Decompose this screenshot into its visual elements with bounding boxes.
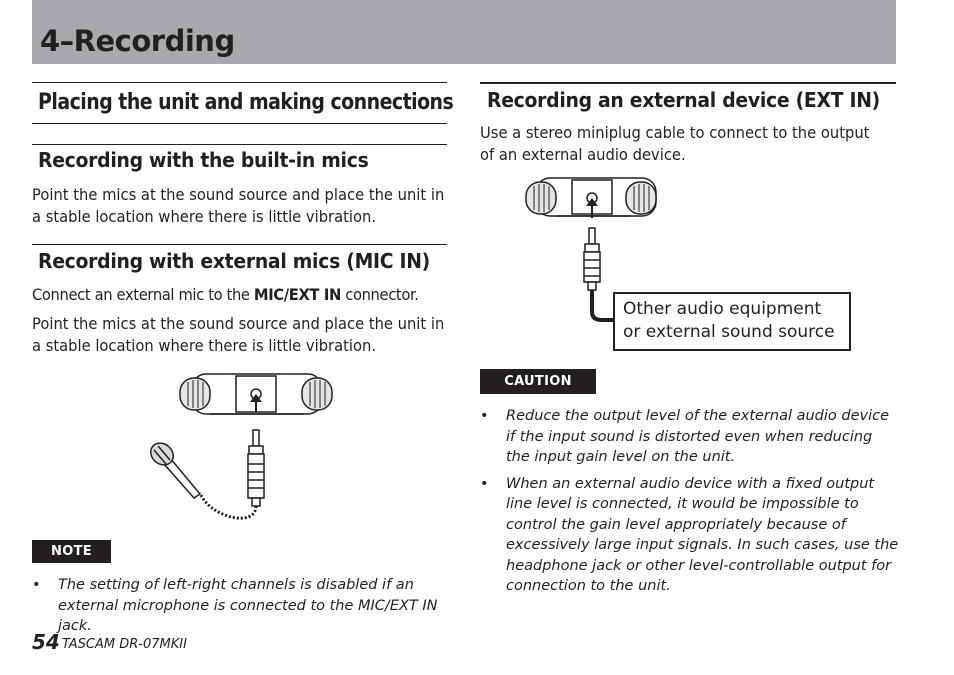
note-label: NOTE xyxy=(32,540,111,563)
ext-heading-suffix: (EXT IN) xyxy=(795,88,880,112)
caution-text: When an external audio device with a fixed output line level is connected, it would be impossible to control the gain level appropriately because of excessively large input signals. In such cases, use the headphone jack or other level-controllable output for connection to the unit. xyxy=(506,475,899,594)
caution-list xyxy=(480,406,900,603)
model-name: TASCAM DR-07MKII xyxy=(62,637,187,652)
external-heading xyxy=(38,249,430,273)
note-text: The setting of left-right channels is disabled if an external microphone is connected to the MIC/EXT IN jack. xyxy=(58,577,438,634)
microphone xyxy=(146,439,200,498)
caution-text: Reduce the output level of the external audio device if the input sound is distorted even when reducing the input gain level on the unit. xyxy=(506,408,890,465)
bullet-dot: • xyxy=(32,577,41,593)
bullet-dot: • xyxy=(480,475,489,492)
recorder-with-mic-illustration xyxy=(140,368,340,528)
right-rule xyxy=(480,82,896,84)
ext-device-text: Use a stereo miniplug cable to connect to the output of an external audio device. xyxy=(480,123,870,164)
external-connect-text xyxy=(32,284,474,306)
connect-bold: MIC/EXT IN xyxy=(253,285,341,304)
ext-device-heading xyxy=(487,88,880,112)
external-text: Point the mics at the sound source and place the unit in a stable location where there is little vibration. xyxy=(32,314,445,355)
external-source-callout: Other audio equipment or external sound source xyxy=(613,292,851,351)
note-list xyxy=(32,575,450,643)
ext-heading-text: Recording an external device xyxy=(487,88,790,112)
page-number: 54 xyxy=(32,630,60,654)
builtin-rule xyxy=(32,144,447,145)
connect-post: connector. xyxy=(345,285,419,304)
external-heading-suffix: (MIC IN) xyxy=(346,249,430,273)
connect-pre: Connect an external mic to the xyxy=(32,285,250,304)
external-rule xyxy=(32,244,447,245)
section-rule-bottom xyxy=(32,123,447,124)
section-title: Placing the unit and making connections xyxy=(38,90,454,115)
caution-item xyxy=(480,406,900,468)
builtin-heading: Recording with the built-in mics xyxy=(38,148,369,172)
caution-label: CAUTION xyxy=(480,369,596,394)
chapter-title: 4–Recording xyxy=(40,24,235,58)
mini-plug xyxy=(584,228,600,290)
section-rule-top xyxy=(32,82,447,83)
external-heading-text: Recording with external mics xyxy=(38,249,341,273)
bullet-dot: • xyxy=(480,408,489,424)
mini-plug xyxy=(248,430,264,506)
caution-item xyxy=(480,474,900,597)
note-item xyxy=(32,575,450,637)
builtin-text: Point the mics at the sound source and place the unit in a stable location where there is little vibration. xyxy=(32,185,445,226)
